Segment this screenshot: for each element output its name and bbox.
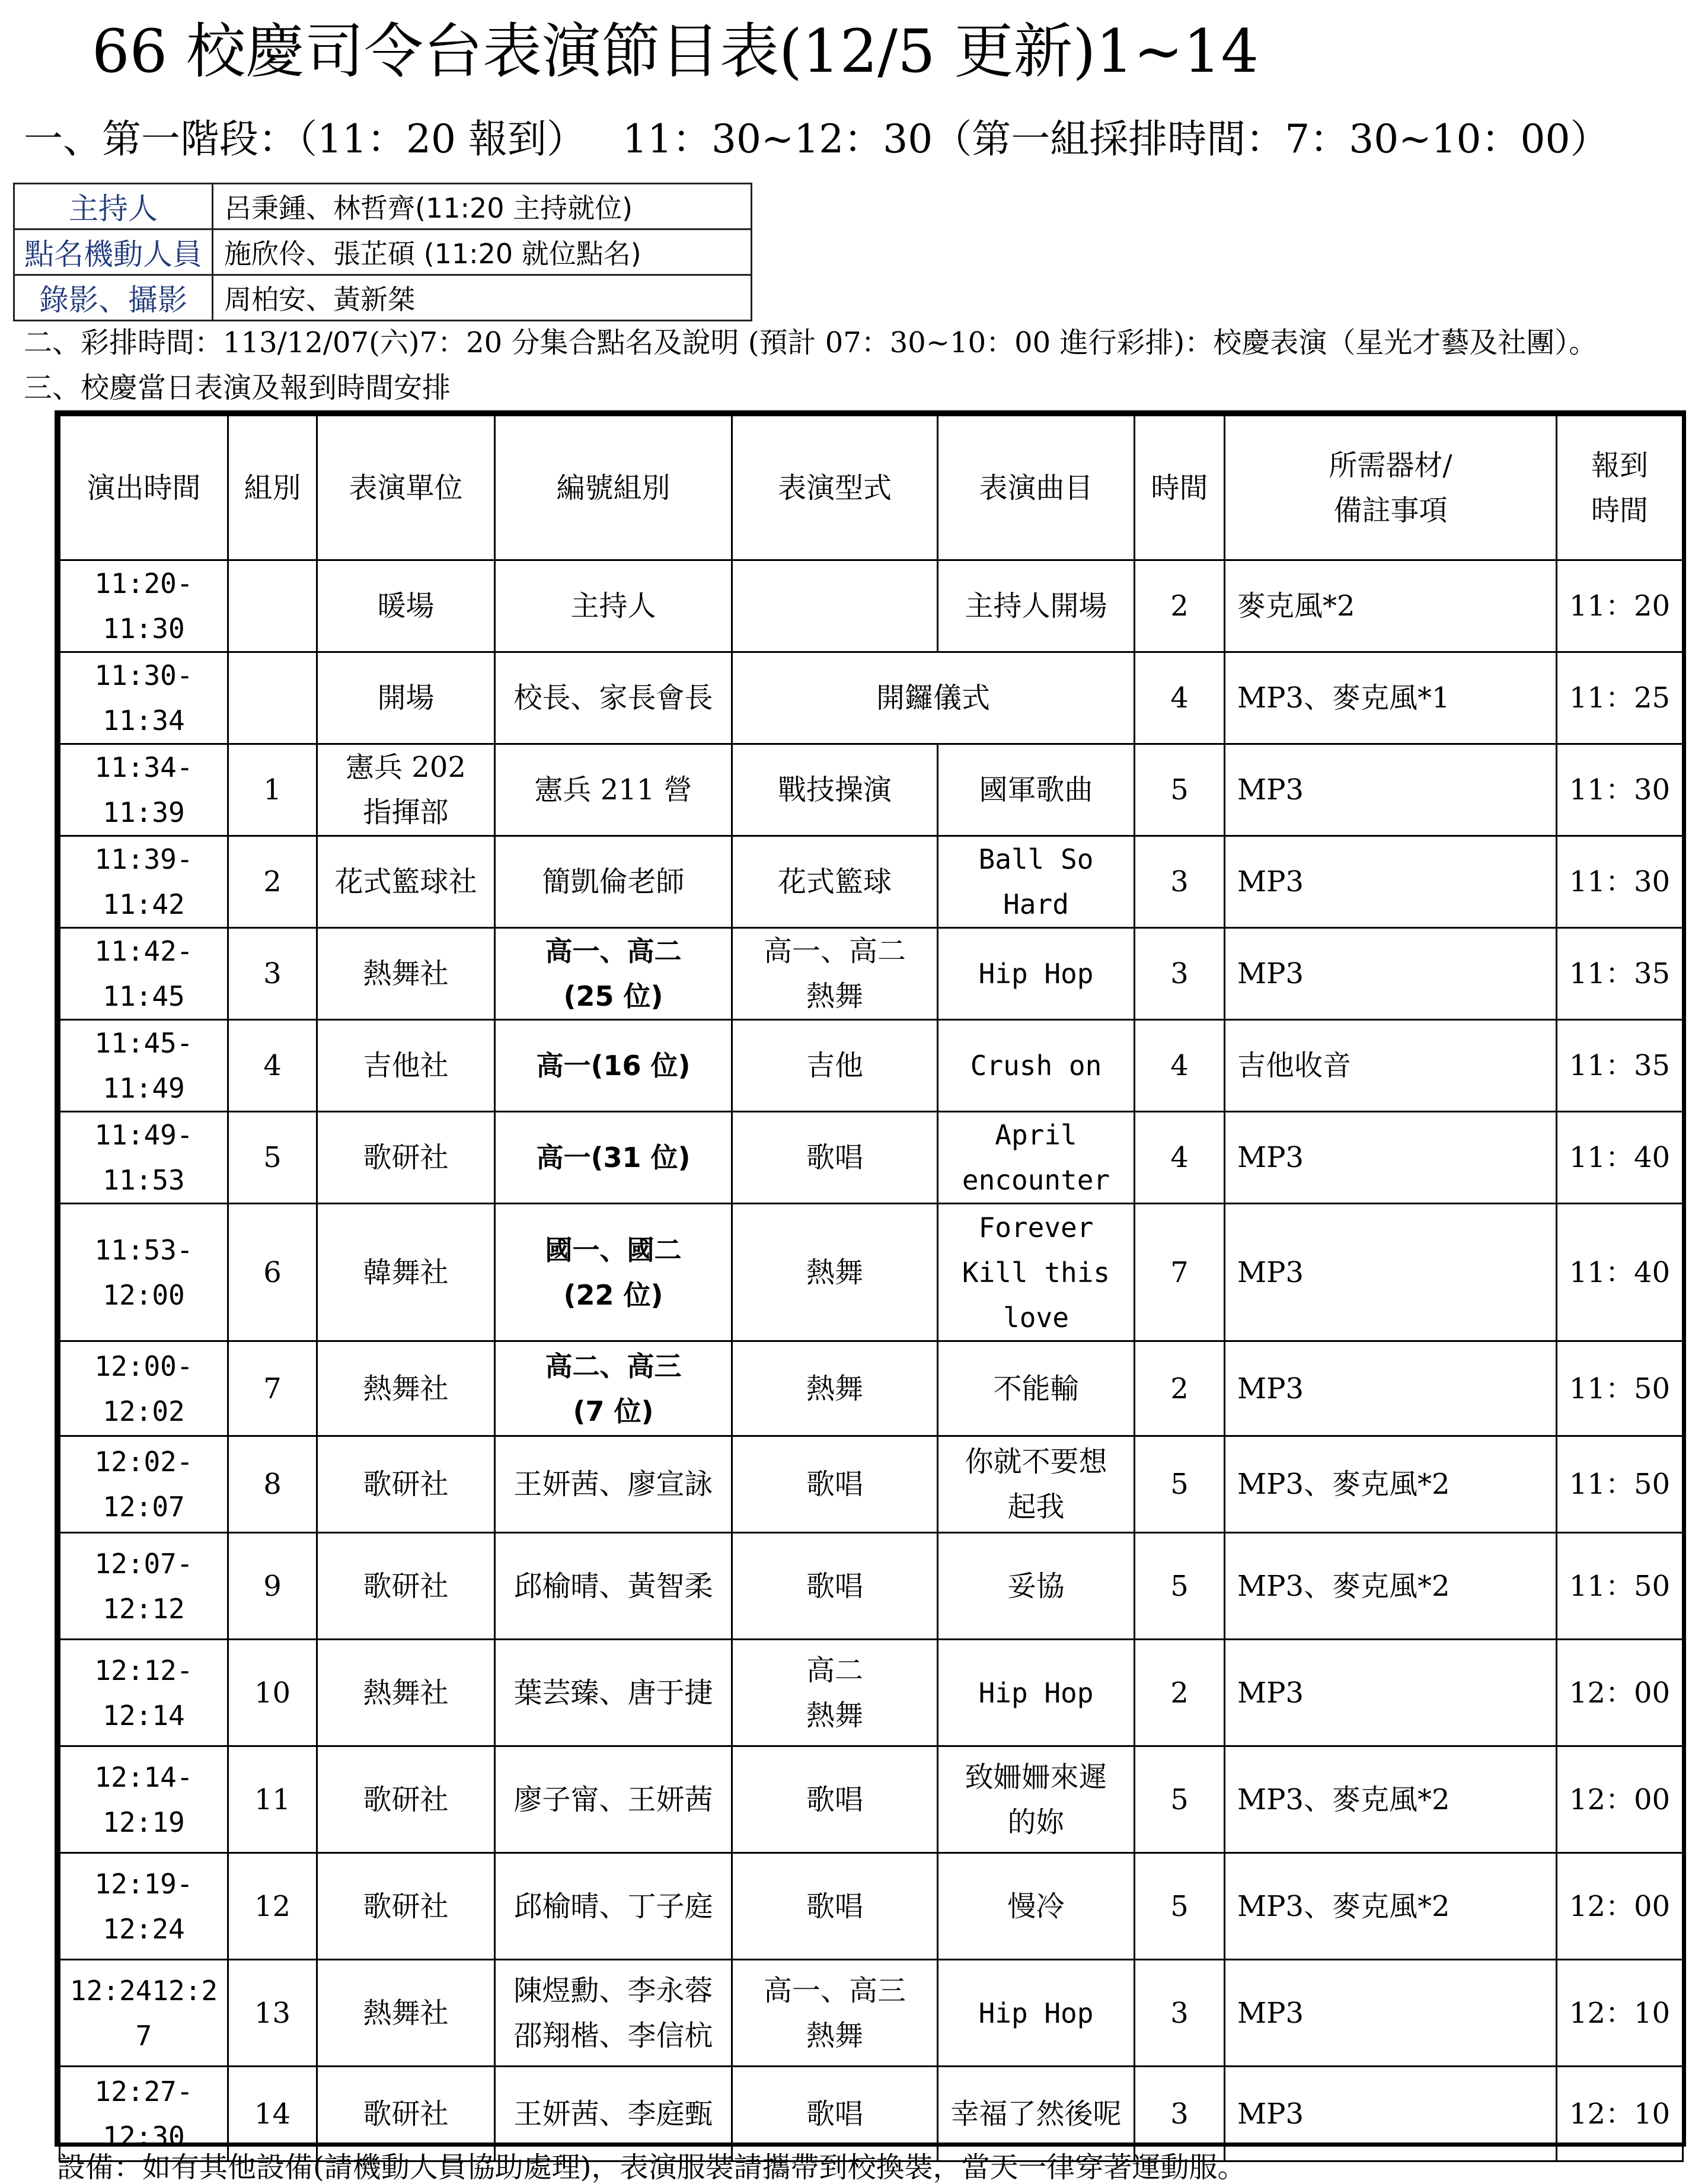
staff-row	[14, 229, 752, 275]
cell-group: 10	[228, 1640, 317, 1746]
cell-duration: 3	[1135, 928, 1225, 1020]
cell-unit: 熱舞社	[317, 1960, 495, 2067]
table-row	[60, 1746, 1683, 1853]
cell-equip: MP3	[1225, 2067, 1557, 2161]
cell-unit: 歌研社	[317, 1746, 495, 1853]
rehearsal-note: 二、彩排時間：113/12/07(六)7：20 分集合點名及說明 (預計 07：30~10：00 進行彩排)：校慶表演（星光才藝及社團）。	[24, 326, 1598, 359]
cell-equip: MP3	[1225, 928, 1557, 1020]
cell-time: 11:20- 11:30	[60, 560, 228, 652]
cell-equip: MP3	[1225, 1341, 1557, 1436]
cell-duration: 4	[1135, 1112, 1225, 1204]
cell-equip: MP3、麥克風*2	[1225, 1746, 1557, 1853]
cell-group: 8	[228, 1436, 317, 1533]
stage-one-heading	[24, 113, 1610, 166]
cell-unit: 歌研社	[317, 2067, 495, 2161]
cell-duration: 5	[1135, 1533, 1225, 1640]
cell-equip: MP3	[1225, 1204, 1557, 1341]
cell-song: Forever Kill this love	[938, 1204, 1135, 1341]
cell-unit: 歌研社	[317, 1436, 495, 1533]
cell-duration: 3	[1135, 1960, 1225, 2067]
cell-unit: 吉他社	[317, 1020, 495, 1112]
cell-group: 6	[228, 1204, 317, 1341]
cell-equip: MP3	[1225, 1960, 1557, 2067]
cell-unit: 歌研社	[317, 1112, 495, 1204]
cell-time: 12:2412:2 7	[60, 1960, 228, 2067]
cell-unit: 憲兵 202 指揮部	[317, 744, 495, 836]
cell-code: 王妍茜、李庭甄	[495, 2067, 732, 2161]
cell-code: 主持人	[495, 560, 732, 652]
header-song: 表演曲目	[938, 416, 1135, 560]
cell-equip: MP3、麥克風*2	[1225, 1533, 1557, 1640]
cell-time: 11:30- 11:34	[60, 652, 228, 744]
cell-form: 熱舞	[732, 1204, 938, 1341]
cell-duration: 2	[1135, 560, 1225, 652]
cell-time: 11:34- 11:39	[60, 744, 228, 836]
cell-code: 憲兵 211 營	[495, 744, 732, 836]
staff-role: 點名機動人員	[14, 229, 213, 275]
table-row	[60, 1341, 1683, 1436]
table-row	[60, 2067, 1683, 2161]
cell-unit: 歌研社	[317, 1533, 495, 1640]
cell-duration: 3	[1135, 2067, 1225, 2161]
cell-form: 高一、高二 熱舞	[732, 928, 938, 1020]
header-report: 報到 時間	[1557, 416, 1683, 560]
cell-form: 歌唱	[732, 1853, 938, 1960]
cell-report: 11：50	[1557, 1341, 1683, 1436]
cell-time: 12:14- 12:19	[60, 1746, 228, 1853]
staff-names: 施欣伶、張芷碩 (11:20 就位點名)	[213, 229, 752, 275]
cell-code: 邱榆晴、黃智柔	[495, 1533, 732, 1640]
cell-unit: 花式籃球社	[317, 836, 495, 928]
cell-form	[732, 560, 938, 652]
cell-code: 高二、高三 (7 位)	[495, 1341, 732, 1436]
staff-table	[13, 183, 752, 321]
cell-song: 國軍歌曲	[938, 744, 1135, 836]
cell-report: 11：35	[1557, 1020, 1683, 1112]
cell-song: 幸福了然後呢	[938, 2067, 1135, 2161]
staff-names: 呂秉鍾、林哲齊(11:20 主持就位)	[213, 184, 752, 229]
cell-code: 高一(31 位)	[495, 1112, 732, 1204]
cell-duration: 4	[1135, 1020, 1225, 1112]
cell-code: 廖子甯、王妍茜	[495, 1746, 732, 1853]
cell-song: Crush on	[938, 1020, 1135, 1112]
cell-report: 11：40	[1557, 1112, 1683, 1204]
cell-song: 慢冷	[938, 1853, 1135, 1960]
cell-report: 11：30	[1557, 744, 1683, 836]
staff-role: 錄影、攝影	[14, 275, 213, 321]
stage-one-report-time: 一、第一階段：（11：20 報到）	[24, 116, 586, 162]
stage-one-schedule: 11：30~12：30（第一組採排時間：7：30~10：00）	[622, 116, 1610, 162]
cell-form: 歌唱	[732, 1112, 938, 1204]
staff-names: 周柏安、黃新桀	[213, 275, 752, 321]
schedule-heading: 三、校慶當日表演及報到時間安排	[24, 371, 451, 404]
table-row	[60, 1960, 1683, 2067]
cell-song: 不能輸	[938, 1341, 1135, 1436]
cell-form: 高二 熱舞	[732, 1640, 938, 1746]
cell-report: 12：10	[1557, 2067, 1683, 2161]
schedule-table	[59, 415, 1684, 2162]
cell-song: 致姍姍來遲 的妳	[938, 1746, 1135, 1853]
header-unit: 表演單位	[317, 416, 495, 560]
cell-report: 11：20	[1557, 560, 1683, 652]
staff-row	[14, 184, 752, 229]
cell-unit: 暖場	[317, 560, 495, 652]
table-row	[60, 744, 1683, 836]
cell-report: 11：50	[1557, 1436, 1683, 1533]
cell-group: 7	[228, 1341, 317, 1436]
cell-duration: 5	[1135, 1436, 1225, 1533]
cell-equip: 吉他收音	[1225, 1020, 1557, 1112]
cell-duration: 5	[1135, 744, 1225, 836]
cell-group: 14	[228, 2067, 317, 2161]
cell-code: 陳煜勳、李永蓉 邵翔楷、李信杭	[495, 1960, 732, 2067]
header-duration: 時間	[1135, 416, 1225, 560]
cell-duration: 7	[1135, 1204, 1225, 1341]
cell-equip: MP3	[1225, 744, 1557, 836]
cell-time: 12:00- 12:02	[60, 1341, 228, 1436]
cell-form: 開鑼儀式	[732, 652, 1135, 744]
cell-code: 高一(16 位)	[495, 1020, 732, 1112]
cell-code: 葉芸臻、唐于捷	[495, 1640, 732, 1746]
cell-unit: 韓舞社	[317, 1204, 495, 1341]
cell-equip: MP3、麥克風*2	[1225, 1436, 1557, 1533]
cell-group: 5	[228, 1112, 317, 1204]
cell-code: 王妍茜、廖宣詠	[495, 1436, 732, 1533]
cell-duration: 3	[1135, 836, 1225, 928]
page-title: 66 校慶司令台表演節目表(12/5 更新)1~14	[92, 17, 1259, 86]
cell-report: 11：40	[1557, 1204, 1683, 1341]
cell-song: April encounter	[938, 1112, 1135, 1204]
cell-time: 11:49- 11:53	[60, 1112, 228, 1204]
cell-report: 12：00	[1557, 1640, 1683, 1746]
cell-time: 12:12- 12:14	[60, 1640, 228, 1746]
cell-form: 高一、高三 熱舞	[732, 1960, 938, 2067]
cell-group: 2	[228, 836, 317, 928]
cell-unit: 熱舞社	[317, 1640, 495, 1746]
cell-duration: 2	[1135, 1341, 1225, 1436]
cell-song: Ball So Hard	[938, 836, 1135, 928]
cell-time: 11:53- 12:00	[60, 1204, 228, 1341]
cell-group: 1	[228, 744, 317, 836]
table-row	[60, 1640, 1683, 1746]
cell-form: 歌唱	[732, 1533, 938, 1640]
table-row	[60, 1436, 1683, 1533]
table-row	[60, 928, 1683, 1020]
cell-form: 吉他	[732, 1020, 938, 1112]
cell-form: 歌唱	[732, 2067, 938, 2161]
cell-equip: MP3、麥克風*2	[1225, 1853, 1557, 1960]
cell-equip: MP3、麥克風*1	[1225, 652, 1557, 744]
cell-unit: 熱舞社	[317, 1341, 495, 1436]
cell-group	[228, 652, 317, 744]
cell-group: 4	[228, 1020, 317, 1112]
cell-group: 3	[228, 928, 317, 1020]
cell-time: 11:45- 11:49	[60, 1020, 228, 1112]
cell-duration: 2	[1135, 1640, 1225, 1746]
cell-group: 9	[228, 1533, 317, 1640]
table-header-row	[60, 416, 1683, 560]
cell-group: 12	[228, 1853, 317, 1960]
schedule-table-frame	[55, 410, 1686, 2153]
cell-code: 高一、高二 (25 位)	[495, 928, 732, 1020]
cell-group: 11	[228, 1746, 317, 1853]
cell-form: 歌唱	[732, 1436, 938, 1533]
cell-time: 12:27- 12:30	[60, 2067, 228, 2161]
cell-equip: MP3	[1225, 1640, 1557, 1746]
table-row	[60, 1020, 1683, 1112]
cell-time: 11:39- 11:42	[60, 836, 228, 928]
cell-report: 11：25	[1557, 652, 1683, 744]
table-row	[60, 836, 1683, 928]
cell-equip: 麥克風*2	[1225, 560, 1557, 652]
cell-duration: 4	[1135, 652, 1225, 744]
cell-form: 歌唱	[732, 1746, 938, 1853]
cell-song: 主持人開場	[938, 560, 1135, 652]
cell-time: 12:02- 12:07	[60, 1436, 228, 1533]
cell-unit: 歌研社	[317, 1853, 495, 1960]
cell-form: 戰技操演	[732, 744, 938, 836]
cell-group	[228, 560, 317, 652]
table-row	[60, 1533, 1683, 1640]
table-row	[60, 1112, 1683, 1204]
cell-time: 12:19- 12:24	[60, 1853, 228, 1960]
header-time: 演出時間	[60, 416, 228, 560]
cell-code: 國一、國二 (22 位)	[495, 1204, 732, 1341]
cell-report: 12：00	[1557, 1853, 1683, 1960]
cell-time: 11:42- 11:45	[60, 928, 228, 1020]
table-row	[60, 560, 1683, 652]
cell-song: Hip Hop	[938, 1960, 1135, 2067]
header-group: 組別	[228, 416, 317, 560]
header-equip: 所需器材/ 備註事項	[1225, 416, 1557, 560]
cell-song: Hip Hop	[938, 1640, 1135, 1746]
table-row	[60, 1204, 1683, 1341]
cell-duration: 5	[1135, 1853, 1225, 1960]
cell-equip: MP3	[1225, 836, 1557, 928]
cell-time: 12:07- 12:12	[60, 1533, 228, 1640]
cell-code: 校長、家長會長	[495, 652, 732, 744]
cell-unit: 開場	[317, 652, 495, 744]
table-row	[60, 1853, 1683, 1960]
cell-report: 12：10	[1557, 1960, 1683, 2067]
staff-row	[14, 275, 752, 321]
cell-group: 13	[228, 1960, 317, 2067]
cell-equip: MP3	[1225, 1112, 1557, 1204]
footer-note: 設備：如有其他設備(請機動人員協助處理)，表演服裝請攜帶到校換裝，當天一律穿著運動服。	[57, 2151, 1246, 2184]
cell-report: 12：00	[1557, 1746, 1683, 1853]
header-form: 表演型式	[732, 416, 938, 560]
table-row	[60, 652, 1683, 744]
header-code: 編號組別	[495, 416, 732, 560]
cell-song: 妥協	[938, 1533, 1135, 1640]
cell-song: 你就不要想 起我	[938, 1436, 1135, 1533]
cell-report: 11：35	[1557, 928, 1683, 1020]
cell-code: 簡凱倫老師	[495, 836, 732, 928]
cell-report: 11：50	[1557, 1533, 1683, 1640]
cell-song: Hip Hop	[938, 928, 1135, 1020]
cell-code: 邱榆晴、丁子庭	[495, 1853, 732, 1960]
cell-form: 熱舞	[732, 1341, 938, 1436]
cell-report: 11：30	[1557, 836, 1683, 928]
cell-unit: 熱舞社	[317, 928, 495, 1020]
cell-duration: 5	[1135, 1746, 1225, 1853]
staff-role: 主持人	[14, 184, 213, 229]
cell-form: 花式籃球	[732, 836, 938, 928]
